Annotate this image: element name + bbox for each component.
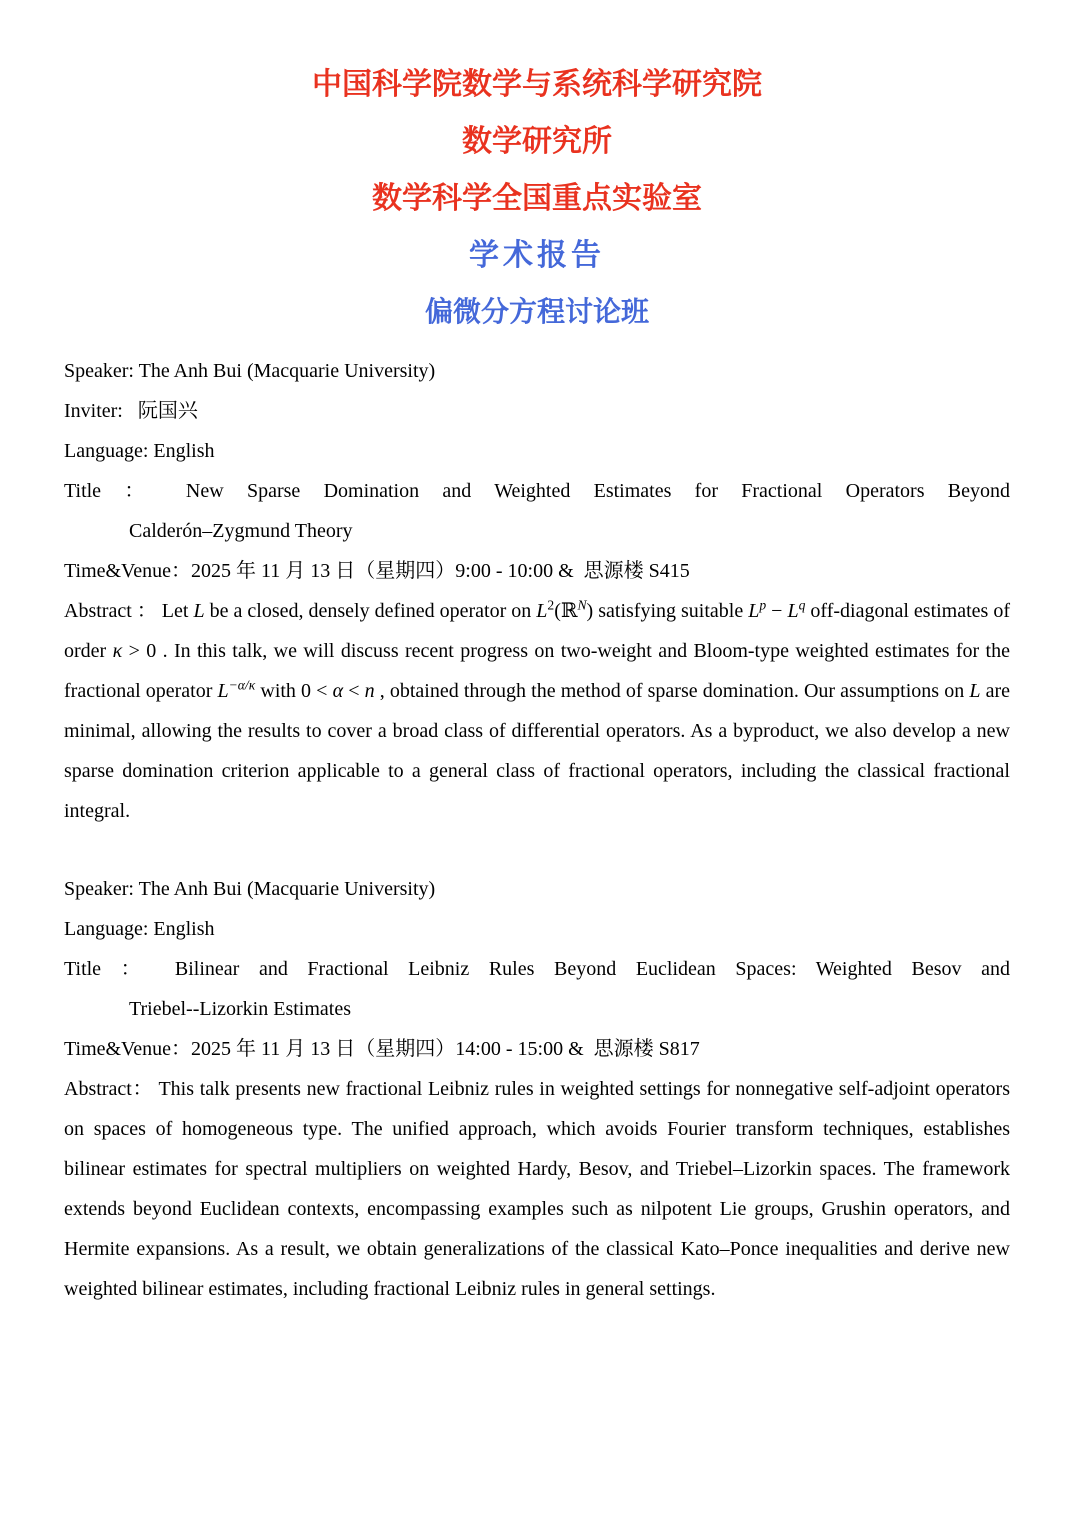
lab-title: 数学科学全国重点实验室 <box>372 182 702 215</box>
talk-1-title-line-1: Title ： New Sparse Domination and Weighted Estimates for Fractional Operators Beyond <box>64 480 1010 502</box>
talk-2-title-line-2: Triebel--Lizorkin Estimates <box>129 998 351 1020</box>
talk-2-title-line-1: Title ： Bilinear and Fractional Leibniz Rules Beyond Euclidean Spaces: Weighted Besov and <box>64 958 1010 980</box>
talk-1-section <box>64 351 1010 831</box>
talk-1-inviter-line: Inviter: 阮国兴 <box>64 400 198 422</box>
report-type-title: 学术报告 <box>469 239 605 272</box>
talk-1-title-line-2: Calderón–Zygmund Theory <box>129 520 353 542</box>
seminar-series-title: 偏微分方程讨论班 <box>424 297 649 328</box>
page-header <box>64 56 1010 341</box>
talk-1-abstract-paragraph: Abstract ： Let L be a closed, densely defined operator on $L^2(ℝ^N)$ satisfying suitable $L^p - L^q$ off-diagonal estimates of order κ > 0 . In this talk, we will discuss recent progress on two-weight and Bloom-type weighted estimates for the fractional operator $L^{-\alpha/\kappa}$ with 0 < α < n , obtained through the method of sparse domination. Our assumptions on L are minimal, allowing the results to cover a broad class of differential operators. As a byproduct, we also develop a new sparse domination criterion applicable to a general class of fractional operators, including the classical fractional integral. <box>64 597 1011 822</box>
talk-2-language-line: Language: English <box>64 918 215 940</box>
talk-1-speaker-line: Speaker: The Anh Bui (Macquarie University) <box>64 360 436 382</box>
org-title: 中国科学院数学与系统科学研究院 <box>312 68 762 101</box>
talk-1-time-venue-line: Time&Venue：2025 年 11 月 13 日（星期四）9:00 - 10:00 & 思源楼 S415 <box>64 560 690 582</box>
talk-2-time-venue-line: Time&Venue：2025 年 11 月 13 日（星期四）14:00 - 15:00 & 思源楼 S817 <box>64 1038 700 1060</box>
talk-2-abstract-paragraph: Abstract： This talk presents new fractional Leibniz rules in weighted settings for nonnegative self-adjoint operators on spaces of homogeneous type. The unified approach, which avoids Fourier transform techniques, establishes bilinear estimates for spectral multipliers on weighted Hardy, Besov, and Triebel–Lizorkin spaces. The framework extends beyond Euclidean contexts, encompassing examples such as nilpotent Lie groups, Grushin operators, and Hermite expansions. As a result, we obtain generalizations of the classical Kato–Ponce inequalities and derive new weighted bilinear estimates, including fractional Leibniz rules in general settings. <box>64 1078 1010 1300</box>
talk-1-language-line: Language: English <box>64 440 215 462</box>
institute-title: 数学研究所 <box>462 125 612 158</box>
talk-2-speaker-line: Speaker: The Anh Bui (Macquarie University) <box>64 878 436 900</box>
talk-2-section <box>64 869 1010 1309</box>
